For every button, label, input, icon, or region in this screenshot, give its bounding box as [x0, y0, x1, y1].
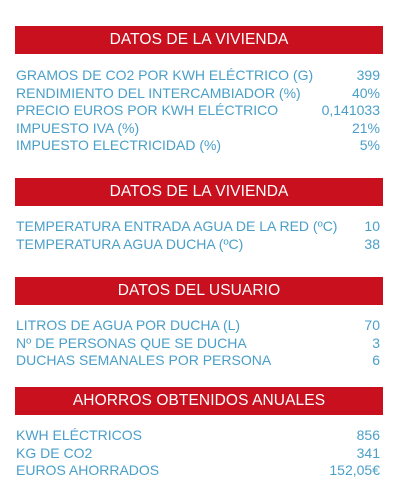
row-value: 399 [356, 67, 380, 83]
row-label: KG DE CO2 [16, 444, 93, 461]
row-temperatura-ducha [16, 236, 380, 254]
row-value: 341 [356, 444, 380, 461]
row-kg-co2 [16, 445, 380, 463]
row-value: 6 [372, 352, 380, 368]
row-kwh-electricos [16, 427, 380, 445]
section-rows-usuario [16, 317, 380, 370]
row-precio-kwh [16, 102, 380, 120]
row-value: 152,05€ [329, 462, 380, 478]
row-value: 40% [351, 84, 380, 101]
row-value: 21% [351, 119, 380, 136]
row-label: EUROS AHORRADOS [16, 462, 160, 478]
row-duchas-semanales [16, 352, 380, 370]
section-rows-ahorros [16, 427, 380, 480]
row-label: TEMPERATURA AGUA DUCHA (ºC) [16, 235, 244, 252]
row-euros-ahorrados [16, 462, 380, 480]
row-label: GRAMOS DE CO2 POR KWH ELÉCTRICO (G) [16, 67, 314, 83]
row-label: LITROS DE AGUA POR DUCHA (L) [16, 317, 241, 333]
row-value: 0,141033 [321, 102, 380, 118]
row-value: 3 [372, 334, 380, 351]
row-label: TEMPERATURA ENTRADA AGUA DE LA RED (ºC) [16, 218, 338, 234]
row-litros-ducha [16, 317, 380, 335]
row-personas-ducha [16, 335, 380, 353]
row-value: 5% [359, 137, 380, 153]
row-label: PRECIO EUROS POR KWH ELÉCTRICO [16, 102, 279, 118]
row-value: 10 [364, 218, 380, 234]
section-header-ahorros: AHORROS OBTENIDOS ANUALES [15, 387, 383, 415]
section-rows-vivienda-1 [16, 67, 380, 155]
row-label: Nº DE PERSONAS QUE SE DUCHA [16, 334, 247, 351]
row-temperatura-entrada [16, 218, 380, 236]
row-value: 70 [364, 317, 380, 333]
row-value: 38 [364, 235, 380, 252]
row-impuesto-iva [16, 120, 380, 138]
row-gramos-co2 [16, 67, 380, 85]
row-label: IMPUESTO IVA (%) [16, 119, 140, 136]
row-value: 856 [356, 427, 380, 443]
section-rows-vivienda-2 [16, 218, 380, 253]
section-header-usuario: DATOS DEL USUARIO [15, 277, 383, 305]
row-label: KWH ELÉCTRICOS [16, 427, 143, 443]
row-label: RENDIMIENTO DEL INTERCAMBIADOR (%) [16, 84, 301, 101]
section-header-vivienda-2: DATOS DE LA VIVIENDA [15, 178, 383, 206]
section-header-vivienda-1: DATOS DE LA VIVIENDA [15, 26, 383, 54]
row-rendimiento-intercambiador [16, 85, 380, 103]
row-label: IMPUESTO ELECTRICIDAD (%) [16, 137, 222, 153]
row-label: DUCHAS SEMANALES POR PERSONA [16, 352, 272, 368]
row-impuesto-electricidad [16, 137, 380, 155]
